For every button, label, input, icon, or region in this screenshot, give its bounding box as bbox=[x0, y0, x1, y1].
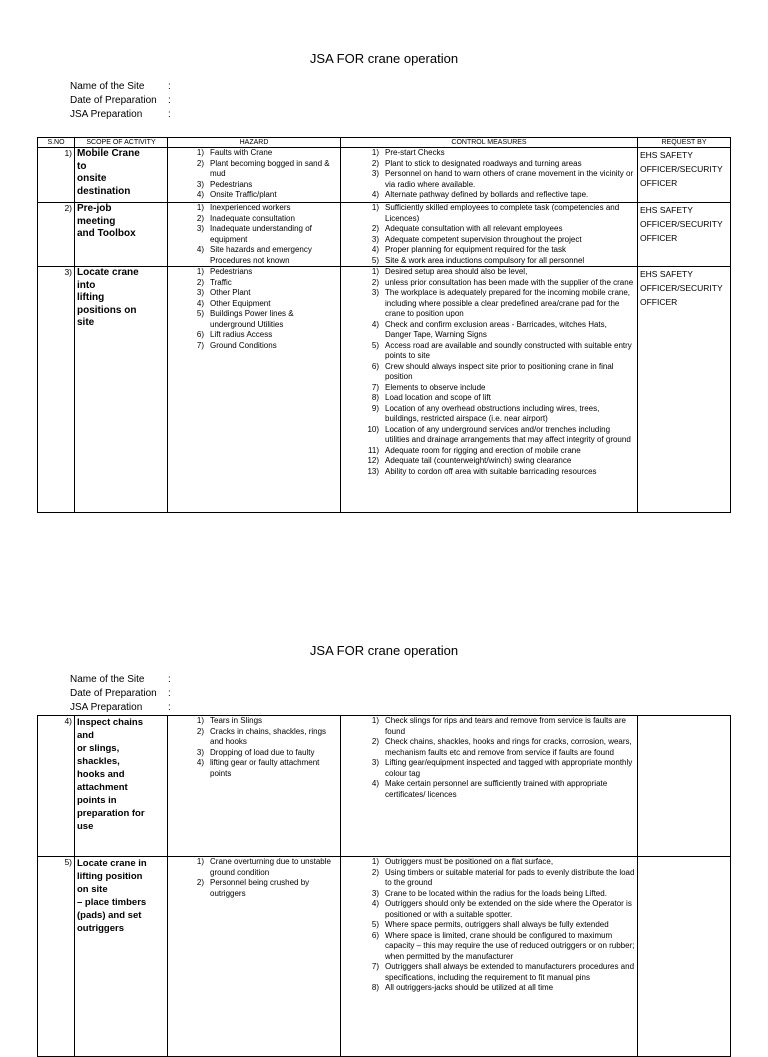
header-request-by: REQUEST BY bbox=[638, 138, 731, 148]
table-row bbox=[38, 857, 731, 1057]
item-number: 3) bbox=[371, 234, 379, 244]
list-item bbox=[343, 169, 635, 190]
item-text: Access road are available and soundly constructed with suitable entry points to site bbox=[385, 340, 632, 360]
item-number: 4) bbox=[371, 779, 379, 788]
request-line: OFFICER bbox=[640, 178, 678, 188]
list-item bbox=[170, 299, 338, 310]
scope-line: or slings, bbox=[77, 743, 120, 754]
scope-line: and bbox=[77, 730, 94, 741]
scope-line: use bbox=[77, 821, 94, 832]
meta-label: Date of Preparation bbox=[70, 688, 157, 699]
row-number: 4) bbox=[38, 716, 75, 857]
scope-line: Mobile Crane bbox=[77, 148, 140, 159]
control-list bbox=[343, 267, 635, 477]
item-text: Onsite Traffic/plant bbox=[210, 190, 277, 199]
meta-date-of-preparation bbox=[70, 94, 171, 108]
item-number: 13) bbox=[367, 466, 379, 476]
item-number: 4) bbox=[371, 190, 379, 199]
list-item bbox=[343, 456, 635, 467]
control-list bbox=[343, 716, 635, 800]
request-line: OFFICER/SECURITY bbox=[640, 219, 723, 229]
scope-line: Pre-job bbox=[77, 203, 112, 214]
item-number: 2) bbox=[371, 277, 379, 287]
scope-line: lifting bbox=[77, 292, 105, 303]
request-line: EHS SAFETY bbox=[640, 150, 693, 160]
scope-line: shackles, bbox=[77, 756, 120, 767]
item-text: Check and confirm exclusion areas - Barricades, witches Hats, Danger Tape, Warning Signs bbox=[385, 319, 607, 339]
list-item bbox=[170, 267, 338, 278]
hazard-list bbox=[170, 148, 338, 201]
item-number: 1) bbox=[196, 148, 204, 157]
item-text: Personnel being crushed by outriggers bbox=[210, 878, 310, 898]
scope-line: points in bbox=[77, 795, 117, 806]
meta-label: Name of the Site bbox=[70, 674, 145, 685]
list-item bbox=[343, 278, 635, 289]
item-text: Adequate consultation with all relevant employees bbox=[385, 224, 563, 233]
list-item bbox=[343, 256, 635, 267]
item-number: 1) bbox=[196, 857, 204, 866]
request-by-cell bbox=[638, 203, 731, 267]
list-item bbox=[343, 235, 635, 246]
item-text: Ground Conditions bbox=[210, 340, 277, 350]
item-number: 4) bbox=[371, 899, 379, 908]
item-number: 1) bbox=[371, 857, 379, 866]
item-number: 8) bbox=[371, 393, 379, 402]
list-item bbox=[170, 330, 338, 341]
table-row bbox=[38, 203, 731, 267]
item-text: Crane to be located within the radius for the loads being Lifted. bbox=[385, 888, 607, 898]
list-item bbox=[343, 425, 635, 446]
scope-line: and Toolbox bbox=[77, 228, 136, 239]
scope-cell bbox=[75, 148, 168, 203]
item-text: Adequate room for rigging and erection of mobile crane bbox=[385, 445, 581, 455]
list-item bbox=[170, 278, 338, 289]
row-number: 1) bbox=[38, 148, 75, 203]
control-list bbox=[343, 148, 635, 201]
list-item bbox=[343, 383, 635, 394]
meta-label: JSA Preparation bbox=[70, 702, 143, 713]
hazard-list bbox=[170, 267, 338, 351]
item-number: 9) bbox=[371, 403, 379, 413]
list-item bbox=[343, 467, 635, 478]
scope-line: to bbox=[77, 160, 87, 172]
scope-line: destination bbox=[77, 185, 131, 197]
item-number: 7) bbox=[371, 382, 379, 392]
header-control-measures: CONTROL MEASURES bbox=[341, 138, 638, 148]
item-number: 2) bbox=[371, 867, 379, 877]
hazard-cell bbox=[168, 267, 341, 513]
item-number: 6) bbox=[371, 361, 379, 371]
item-number: 2) bbox=[196, 878, 204, 887]
list-item bbox=[170, 148, 338, 159]
scope-line: (pads) and set bbox=[77, 910, 142, 921]
item-number: 1) bbox=[371, 148, 379, 157]
document-title: JSA FOR crane operation bbox=[309, 51, 459, 66]
item-text: Inexperienced workers bbox=[210, 203, 291, 212]
list-item bbox=[170, 288, 338, 299]
control-measures-cell bbox=[341, 148, 638, 203]
list-item bbox=[343, 224, 635, 235]
item-number: 2) bbox=[371, 224, 379, 233]
hazard-cell bbox=[168, 203, 341, 267]
item-text: Other Plant bbox=[210, 288, 251, 297]
meta-separator: : bbox=[168, 688, 171, 699]
list-item bbox=[170, 758, 338, 779]
request-line: OFFICER bbox=[640, 233, 678, 243]
item-text: Personnel on hand to warn others of crane movement in the vicinity or via radio where available. bbox=[385, 169, 634, 189]
item-text: Pedestrians bbox=[210, 179, 253, 189]
list-item bbox=[343, 962, 635, 983]
table-header-row bbox=[38, 138, 731, 148]
document-meta bbox=[70, 673, 171, 715]
item-number: 2) bbox=[196, 158, 204, 168]
request-line: EHS SAFETY bbox=[640, 205, 693, 215]
meta-date-of-preparation bbox=[70, 687, 171, 701]
row-number: 2) bbox=[38, 203, 75, 267]
list-item bbox=[170, 180, 338, 191]
item-text: Other Equipment bbox=[210, 298, 271, 308]
item-number: 4) bbox=[371, 319, 379, 329]
scope-cell bbox=[75, 203, 168, 267]
header-sno: S.NO bbox=[38, 138, 75, 148]
list-item bbox=[170, 727, 338, 748]
list-item bbox=[170, 224, 338, 245]
meta-separator: : bbox=[168, 109, 171, 120]
item-number: 2) bbox=[196, 213, 204, 223]
hazard-cell bbox=[168, 148, 341, 203]
scope-line: hooks and bbox=[77, 769, 125, 780]
item-number: 1) bbox=[196, 716, 204, 725]
item-text: Crew should always inspect site prior to positioning crane in final position bbox=[385, 361, 614, 381]
item-text: Outriggers shall always be extended to manufacturers procedures and specifications, including the requirement to fit manual pins bbox=[385, 962, 635, 982]
item-number: 2) bbox=[196, 726, 204, 736]
hazard-cell bbox=[168, 857, 341, 1057]
list-item bbox=[343, 716, 635, 737]
meta-label: Name of the Site bbox=[70, 81, 145, 92]
item-number: 4) bbox=[196, 245, 204, 254]
meta-site-name bbox=[70, 673, 171, 687]
document-title: JSA FOR crane operation bbox=[309, 643, 459, 658]
item-text: Make certain personnel are sufficiently trained with appropriate certificates/ licences bbox=[385, 779, 608, 799]
list-item bbox=[170, 203, 338, 214]
list-item bbox=[343, 899, 635, 920]
list-item bbox=[343, 779, 635, 800]
list-item bbox=[170, 214, 338, 225]
item-text: Cracks in chains, shackles, rings and hooks bbox=[210, 726, 327, 746]
hazard-list bbox=[170, 857, 338, 899]
scope-line: on site bbox=[77, 884, 108, 895]
list-item bbox=[343, 148, 635, 159]
jsa-table bbox=[37, 137, 731, 513]
item-text: Inadequate understanding of equipment bbox=[210, 224, 312, 244]
item-text: Dropping of load due to faulty bbox=[210, 747, 315, 757]
item-number: 4) bbox=[371, 245, 379, 254]
item-number: 6) bbox=[371, 930, 379, 940]
row-number: 5) bbox=[38, 857, 75, 1057]
item-text: Where space is limited, crane should be configured to maximum capacity – this may require the use of reduced outriggers or on rubber; when permitted by the manufacturer bbox=[385, 930, 635, 961]
meta-separator: : bbox=[168, 702, 171, 713]
control-measures-cell bbox=[341, 267, 638, 513]
scope-line: onsite bbox=[77, 173, 107, 184]
document-meta bbox=[70, 80, 171, 122]
list-item bbox=[343, 159, 635, 170]
item-text: Crane overturning due to unstable ground condition bbox=[210, 857, 331, 877]
item-text: The workplace is adequately prepared for the incoming mobile crane, including where possible a clear predefined area/crane pad for the crane to position upon bbox=[385, 288, 631, 318]
meta-label: JSA Preparation bbox=[70, 109, 143, 120]
item-text: unless prior consultation has been made with the supplier of the crane bbox=[385, 277, 634, 287]
item-text: Site & work area inductions compulsory for all personnel bbox=[385, 255, 585, 265]
table-row bbox=[38, 148, 731, 203]
request-by-cell bbox=[638, 267, 731, 513]
item-text: Pre-start Checks bbox=[385, 148, 445, 157]
item-text: Check slings for rips and tears and remove from service is faults are found bbox=[385, 716, 626, 736]
request-by-cell bbox=[638, 148, 731, 203]
item-text: Where space permits, outriggers shall always be fully extended bbox=[385, 920, 609, 929]
list-item bbox=[170, 716, 338, 727]
item-text: Proper planning for equipment required for the task bbox=[385, 245, 566, 254]
list-item bbox=[343, 868, 635, 889]
item-text: Plant to stick to designated roadways and turning areas bbox=[385, 158, 582, 168]
scope-line: preparation for bbox=[77, 808, 145, 819]
scope-line: site bbox=[77, 317, 95, 328]
header-hazard: HAZARD bbox=[168, 138, 341, 148]
control-list bbox=[343, 857, 635, 994]
item-number: 1) bbox=[196, 267, 204, 276]
item-text: Sufficiently skilled employees to complete task (competencies and Licences) bbox=[385, 203, 620, 223]
item-number: 7) bbox=[371, 962, 379, 971]
request-line: OFFICER bbox=[640, 297, 678, 307]
list-item bbox=[343, 404, 635, 425]
list-item bbox=[343, 393, 635, 404]
scope-line: – place timbers bbox=[77, 897, 147, 908]
list-item bbox=[343, 920, 635, 931]
item-number: 3) bbox=[196, 224, 204, 233]
control-measures-cell bbox=[341, 203, 638, 267]
list-item bbox=[343, 190, 635, 201]
list-item bbox=[170, 309, 338, 330]
item-text: Traffic bbox=[210, 277, 232, 287]
list-item bbox=[343, 889, 635, 900]
item-text: Elements to observe include bbox=[385, 382, 486, 392]
item-text: Lifting gear/equipment inspected and tagged with appropriate monthly colour tag bbox=[385, 758, 633, 778]
item-number: 11) bbox=[368, 445, 379, 455]
item-number: 4) bbox=[196, 190, 204, 199]
scope-line: Inspect chains bbox=[77, 717, 143, 728]
item-number: 3) bbox=[371, 288, 379, 297]
item-number: 3) bbox=[196, 179, 204, 189]
item-text: Desired setup area should also be level, bbox=[385, 267, 528, 276]
scope-cell bbox=[75, 857, 168, 1057]
item-text: lifting gear or faulty attachment points bbox=[210, 758, 320, 778]
control-measures-cell bbox=[341, 857, 638, 1057]
scope-line: positions on bbox=[77, 304, 137, 316]
item-number: 4) bbox=[196, 298, 204, 308]
item-number: 3) bbox=[371, 169, 379, 178]
request-line: OFFICER/SECURITY bbox=[640, 283, 723, 293]
scope-line: Locate crane in bbox=[77, 858, 147, 869]
list-item bbox=[343, 267, 635, 278]
item-number: 3) bbox=[196, 747, 204, 757]
item-number: 10) bbox=[367, 424, 379, 434]
item-text: Outriggers must be positioned on a flat surface, bbox=[385, 857, 554, 866]
item-number: 1) bbox=[371, 716, 379, 725]
scope-line: into bbox=[77, 279, 96, 291]
item-text: Ability to cordon off area with suitable barricading resources bbox=[385, 466, 597, 476]
item-number: 3) bbox=[371, 888, 379, 898]
list-item bbox=[343, 983, 635, 994]
scope-line: meeting bbox=[77, 215, 116, 227]
list-item bbox=[343, 446, 635, 457]
request-by-cell bbox=[638, 857, 731, 1057]
item-number: 5) bbox=[371, 255, 379, 265]
hazard-cell bbox=[168, 716, 341, 857]
request-line: OFFICER/SECURITY bbox=[640, 164, 723, 174]
list-item bbox=[343, 362, 635, 383]
meta-separator: : bbox=[168, 95, 171, 106]
meta-label: Date of Preparation bbox=[70, 95, 157, 106]
row-number: 3) bbox=[38, 267, 75, 513]
item-number: 5) bbox=[371, 340, 379, 350]
item-number: 2) bbox=[371, 158, 379, 168]
jsa-table bbox=[37, 715, 731, 1057]
item-number: 12) bbox=[367, 456, 379, 465]
list-item bbox=[170, 341, 338, 352]
scope-cell bbox=[75, 716, 168, 857]
meta-separator: : bbox=[168, 81, 171, 92]
item-number: 1) bbox=[371, 267, 379, 276]
item-text: Tears in Slings bbox=[210, 716, 263, 725]
scope-cell bbox=[75, 267, 168, 513]
list-item bbox=[170, 878, 338, 899]
item-number: 2) bbox=[371, 737, 379, 746]
item-text: Inadequate consultation bbox=[210, 213, 295, 223]
item-text: Faults with Crane bbox=[210, 148, 273, 157]
list-item bbox=[343, 245, 635, 256]
item-text: Adequate competent supervision throughout the project bbox=[385, 234, 582, 244]
item-text: Lift radius Access bbox=[210, 330, 273, 339]
item-text: Site hazards and emergency Procedures not known bbox=[210, 245, 312, 265]
hazard-list bbox=[170, 203, 338, 266]
item-number: 7) bbox=[196, 340, 204, 350]
item-text: Location of any underground services and/or trenches including utilities and drainage arrangements that may affect integrity of ground bbox=[385, 424, 631, 444]
list-item bbox=[343, 288, 635, 320]
item-text: Check chains, shackles, hooks and rings for cracks, corrosion, wears, mechanism faults etc and remove from service if faults are found bbox=[385, 737, 632, 757]
list-item bbox=[170, 748, 338, 759]
item-number: 2) bbox=[196, 277, 204, 287]
item-number: 8) bbox=[371, 983, 379, 992]
meta-jsa-preparation bbox=[70, 108, 171, 122]
hazard-list bbox=[170, 716, 338, 779]
meta-jsa-preparation bbox=[70, 701, 171, 715]
item-text: Location of any overhead obstructions including wires, trees, buildings, restricted airspace (i.e. near airport) bbox=[385, 403, 600, 423]
item-number: 5) bbox=[371, 920, 379, 929]
control-measures-cell bbox=[341, 716, 638, 857]
item-text: All outriggers-jacks should be utilized at all time bbox=[385, 983, 554, 992]
header-scope: SCOPE OF ACTIVITY bbox=[75, 138, 168, 148]
item-text: Adequate tail (counterweight/winch) swing clearance bbox=[385, 456, 572, 465]
list-item bbox=[170, 857, 338, 878]
request-by-cell bbox=[638, 716, 731, 857]
scope-line: outriggers bbox=[77, 923, 124, 934]
item-number: 5) bbox=[196, 309, 204, 318]
list-item bbox=[343, 203, 635, 224]
list-item bbox=[343, 857, 635, 868]
item-text: Outriggers should only be extended on the side where the Operator is positioned or with a suitable spotter. bbox=[385, 899, 632, 919]
scope-line: lifting position bbox=[77, 871, 143, 882]
table-row bbox=[38, 716, 731, 857]
list-item bbox=[343, 931, 635, 963]
item-number: 4) bbox=[196, 758, 204, 767]
meta-separator: : bbox=[168, 674, 171, 685]
meta-site-name bbox=[70, 80, 171, 94]
list-item bbox=[343, 758, 635, 779]
list-item bbox=[343, 320, 635, 341]
item-text: Plant becoming bogged in sand & mud bbox=[210, 158, 330, 178]
item-text: Using timbers or suitable material for pads to evenly distribute the load to the ground bbox=[385, 867, 635, 887]
list-item bbox=[170, 245, 338, 266]
scope-line: attachment bbox=[77, 782, 128, 793]
list-item bbox=[343, 737, 635, 758]
request-line: EHS SAFETY bbox=[640, 269, 693, 279]
item-number: 1) bbox=[196, 203, 204, 212]
item-text: Alternate pathway defined by bollards and reflective tape. bbox=[385, 190, 589, 199]
item-number: 3) bbox=[196, 288, 204, 297]
list-item bbox=[343, 341, 635, 362]
item-number: 1) bbox=[371, 203, 379, 212]
item-text: Pedestrians bbox=[210, 267, 253, 276]
item-text: Load location and scope of lift bbox=[385, 393, 491, 402]
list-item bbox=[170, 159, 338, 180]
item-number: 6) bbox=[196, 330, 204, 339]
item-number: 3) bbox=[371, 758, 379, 767]
control-list bbox=[343, 203, 635, 266]
list-item bbox=[170, 190, 338, 201]
item-text: Buildings Power lines & underground Utilities bbox=[210, 309, 294, 329]
table-row bbox=[38, 267, 731, 513]
scope-line: Locate crane bbox=[77, 267, 139, 278]
